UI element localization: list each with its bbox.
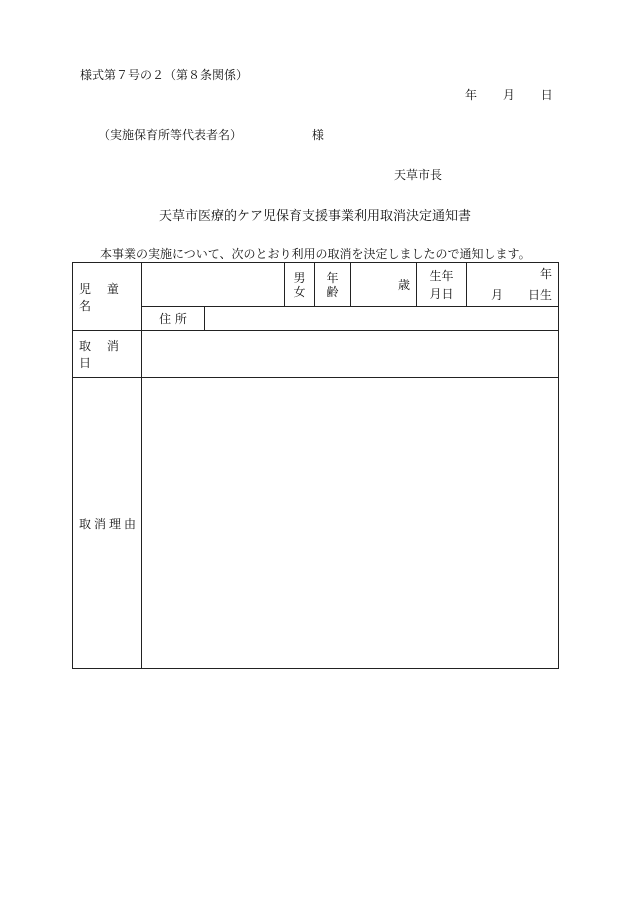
date-line [465,86,553,103]
age-field[interactable] [351,263,417,307]
cancel-reason-row [73,378,559,669]
address-field[interactable] [205,307,559,331]
honorific: 様 [311,128,324,142]
addressee-label: （実施保育所等代表者名） [98,128,243,142]
form-id: 様式第７号の２（第８条関係） [80,68,249,82]
birth-year-unit: 年 [539,267,552,281]
birth-day-unit: 日生 [527,288,552,302]
intro-text: 本事業の実施について、次のとおり利用の取消を決定しましたので通知します。 [100,247,531,261]
notice-form-table [72,262,559,669]
age-header-cell [315,263,351,307]
addressee [98,126,324,143]
sex-female-label: 女 [293,284,306,299]
cancel-reason-field[interactable] [142,378,559,669]
date-year-label: 年 [465,88,478,102]
sex-cell [285,263,315,307]
cancel-reason-label: 取消理由 [73,378,142,669]
birth-label-bottom: 月日 [429,286,454,301]
age-label-bottom: 齢 [326,284,339,299]
sex-male-label: 男 [293,270,306,285]
birth-label-top: 生年 [429,268,454,283]
address-label: 住 所 [142,307,205,331]
birth-month-unit: 月 [491,288,504,302]
issuer: 天草市長 [394,168,443,182]
child-name-field[interactable] [142,263,285,307]
date-day-label: 日 [540,88,553,102]
date-month-label: 月 [502,88,515,102]
age-label-top: 年 [326,270,339,285]
age-unit: 歳 [397,278,410,292]
document-title: 天草市医療的ケア児保育支援事業利用取消決定通知書 [158,209,471,224]
birth-date-field[interactable] [467,263,559,307]
child-info-row [73,263,559,307]
child-name-label: 児 童 名 [73,263,142,331]
cancel-date-label: 取 消 日 [73,331,142,378]
cancel-date-row [73,331,559,378]
birth-header-cell [417,263,467,307]
cancel-date-field[interactable] [142,331,559,378]
address-row [73,307,559,331]
